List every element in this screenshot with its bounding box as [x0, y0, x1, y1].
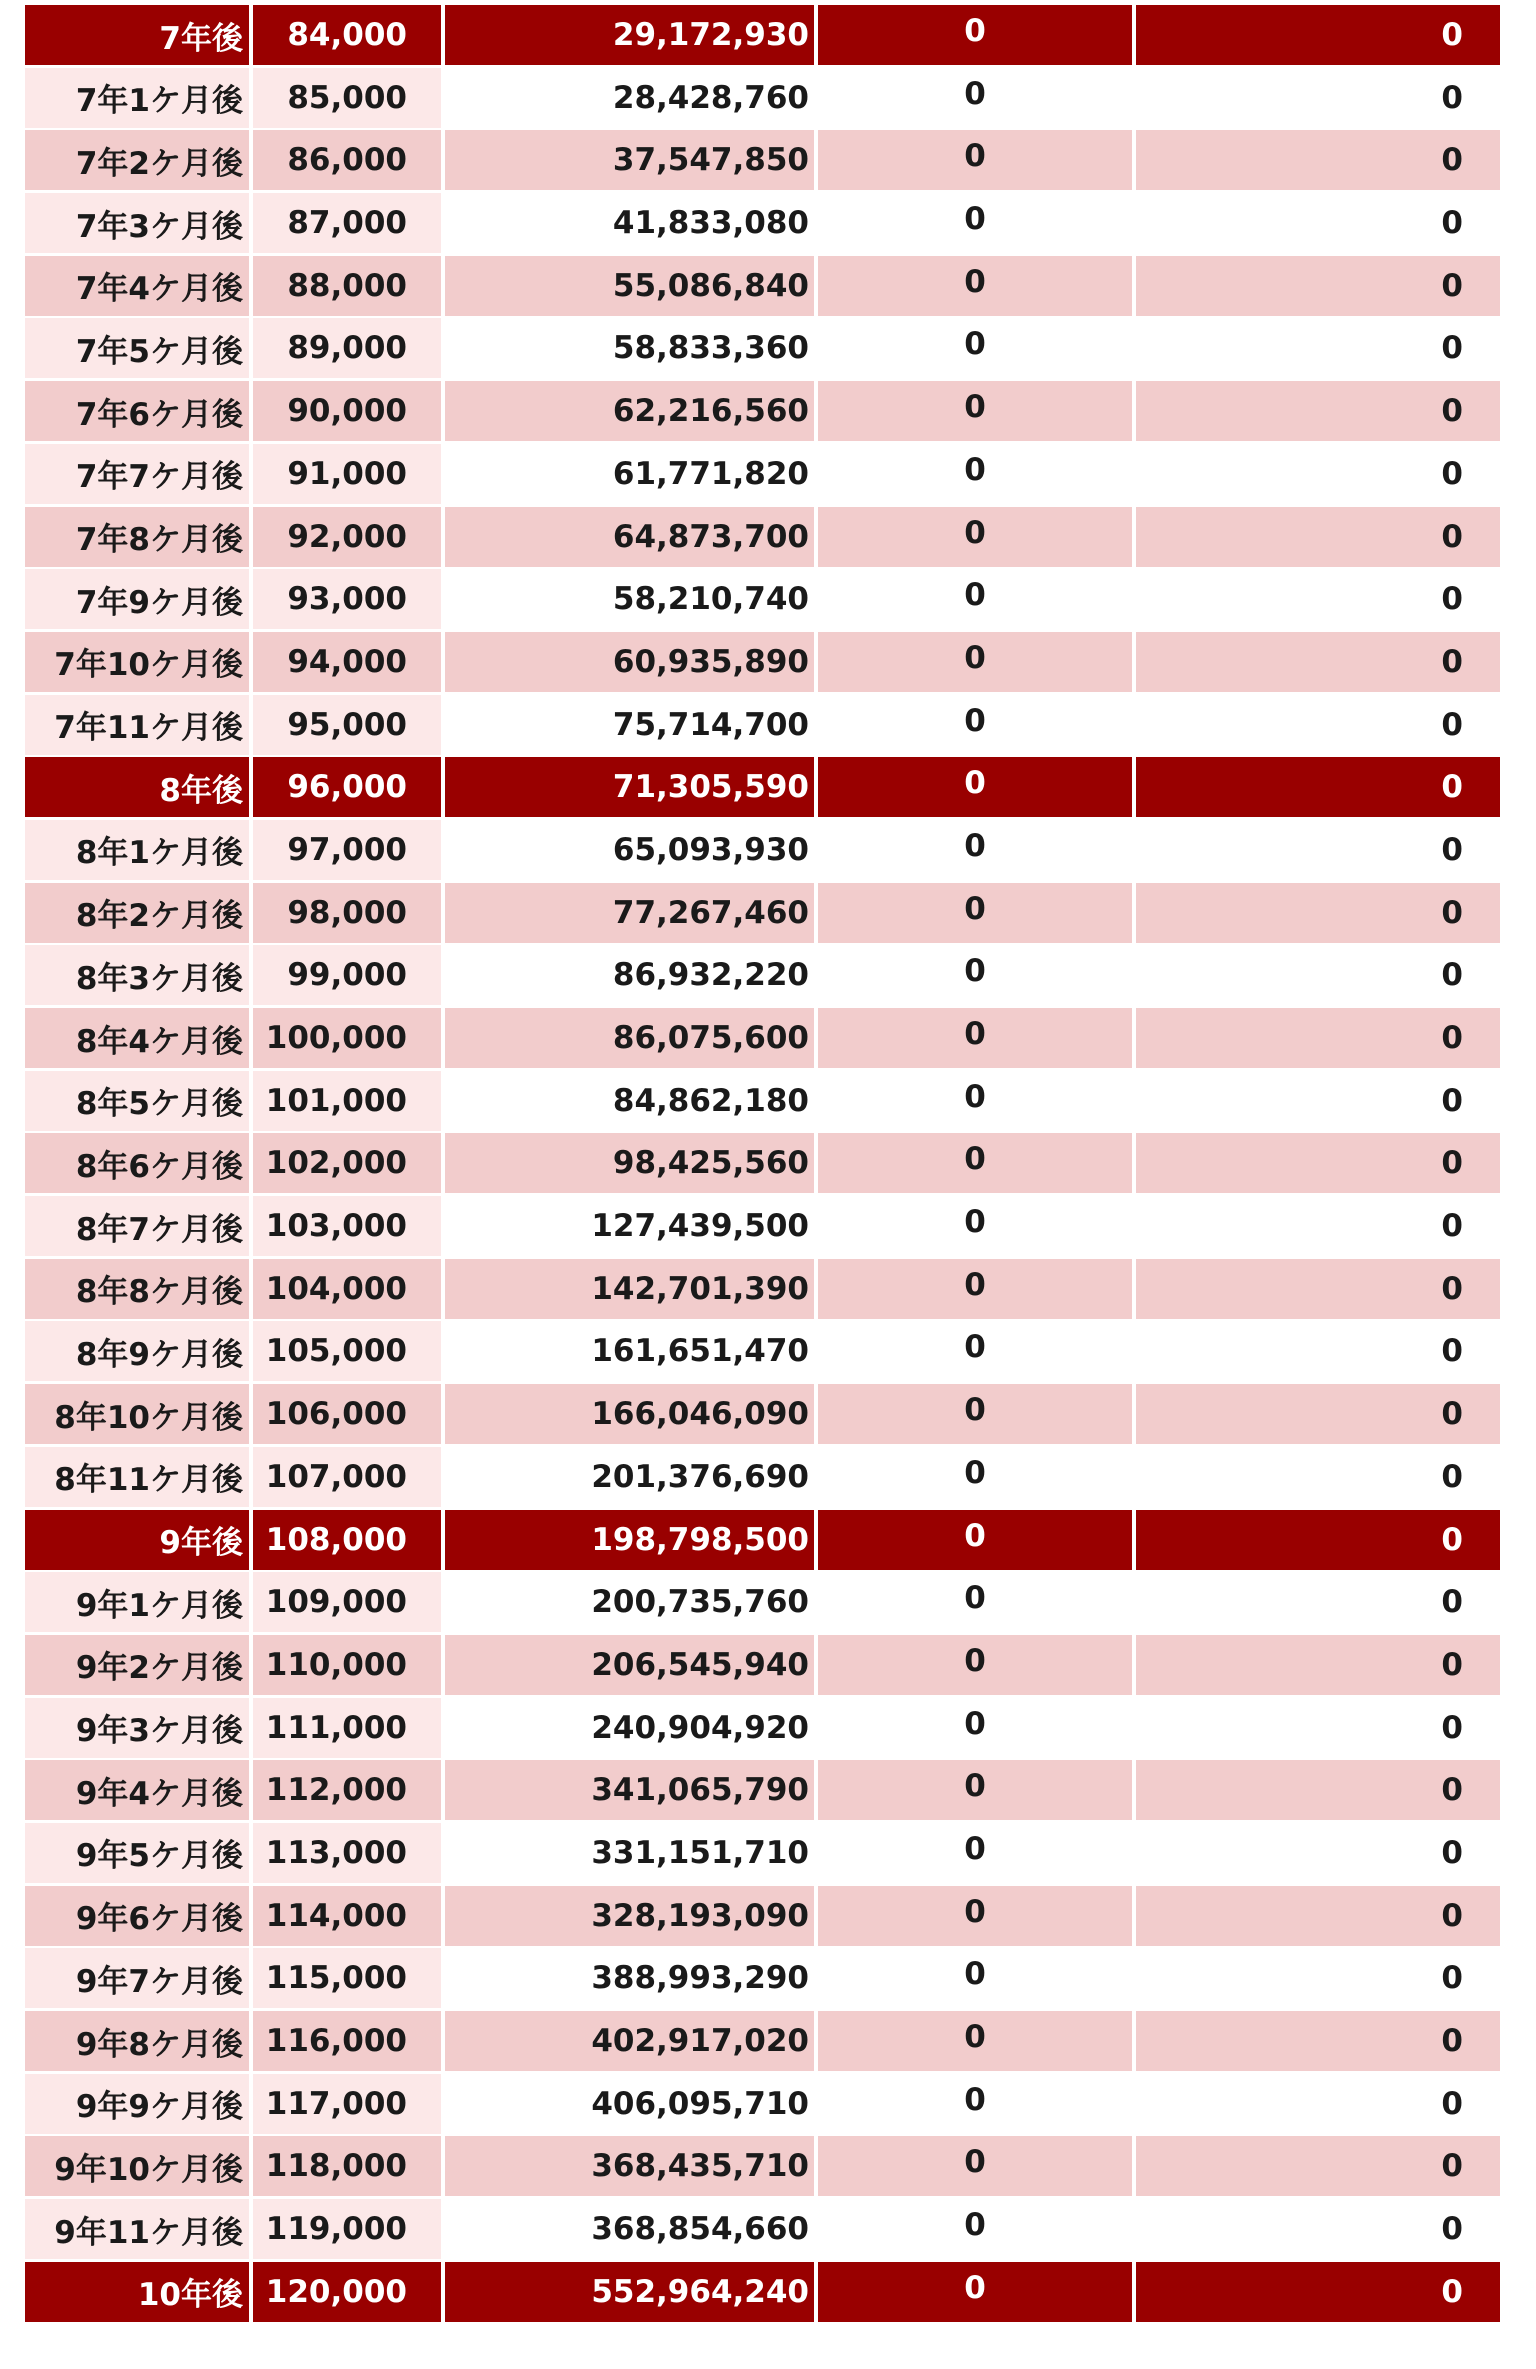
monthly-amount-cell: 103,000	[253, 1196, 441, 1256]
zero-value-cell-b: 0	[1136, 381, 1500, 441]
monthly-amount-cell: 110,000	[253, 1635, 441, 1695]
period-label-cell: 9年4ケ月後	[25, 1760, 249, 1820]
table-row	[25, 1259, 1500, 1322]
monthly-amount-cell: 106,000	[253, 1384, 441, 1444]
period-label-cell: 8年11ケ月後	[25, 1447, 249, 1507]
zero-value-cell-a: 0	[818, 1635, 1132, 1695]
total-value-cell: 58,210,740	[445, 569, 814, 629]
period-label-cell: 7年3ケ月後	[25, 193, 249, 253]
period-label-cell: 7年6ケ月後	[25, 381, 249, 441]
monthly-amount-cell: 99,000	[253, 945, 441, 1005]
zero-value-cell-a: 0	[818, 1008, 1132, 1068]
table-row	[25, 318, 1500, 381]
zero-value-cell-b: 0	[1136, 1008, 1500, 1068]
monthly-amount-cell: 87,000	[253, 193, 441, 253]
monthly-amount-cell: 117,000	[253, 2074, 441, 2134]
zero-value-cell-a: 0	[818, 1384, 1132, 1444]
period-label-cell: 7年9ケ月後	[25, 569, 249, 629]
monthly-amount-cell: 112,000	[253, 1760, 441, 1820]
zero-value-cell-b: 0	[1136, 5, 1500, 65]
table-row	[25, 1635, 1500, 1698]
monthly-amount-cell: 114,000	[253, 1886, 441, 1946]
zero-value-cell-b: 0	[1136, 1384, 1500, 1444]
zero-value-cell-b: 0	[1136, 569, 1500, 629]
monthly-amount-cell: 115,000	[253, 1948, 441, 2008]
monthly-amount-cell: 119,000	[253, 2199, 441, 2259]
total-value-cell: 41,833,080	[445, 193, 814, 253]
total-value-cell: 55,086,840	[445, 256, 814, 316]
period-label-cell: 8年後	[25, 757, 249, 817]
zero-value-cell-a: 0	[818, 569, 1132, 629]
period-label-cell: 9年11ケ月後	[25, 2199, 249, 2259]
zero-value-cell-a: 0	[818, 2262, 1132, 2322]
table-row	[25, 2136, 1500, 2199]
period-label-cell: 8年5ケ月後	[25, 1071, 249, 1131]
zero-value-cell-a: 0	[818, 1510, 1132, 1570]
zero-value-cell-a: 0	[818, 632, 1132, 692]
period-label-cell: 7年10ケ月後	[25, 632, 249, 692]
annual-summary-row	[25, 5, 1500, 68]
zero-value-cell-b: 0	[1136, 1321, 1500, 1381]
zero-value-cell-a: 0	[818, 318, 1132, 378]
zero-value-cell-a: 0	[818, 945, 1132, 1005]
total-value-cell: 62,216,560	[445, 381, 814, 441]
table-row	[25, 569, 1500, 632]
table-row	[25, 1447, 1500, 1510]
total-value-cell: 198,798,500	[445, 1510, 814, 1570]
monthly-amount-cell: 120,000	[253, 2262, 441, 2322]
total-value-cell: 86,932,220	[445, 945, 814, 1005]
zero-value-cell-b: 0	[1136, 256, 1500, 316]
zero-value-cell-a: 0	[818, 507, 1132, 567]
period-label-cell: 8年6ケ月後	[25, 1133, 249, 1193]
period-label-cell: 8年8ケ月後	[25, 1259, 249, 1319]
zero-value-cell-b: 0	[1136, 1572, 1500, 1632]
table-row	[25, 1760, 1500, 1823]
zero-value-cell-b: 0	[1136, 757, 1500, 817]
total-value-cell: 331,151,710	[445, 1823, 814, 1883]
total-value-cell: 341,065,790	[445, 1760, 814, 1820]
zero-value-cell-a: 0	[818, 1321, 1132, 1381]
total-value-cell: 127,439,500	[445, 1196, 814, 1256]
period-label-cell: 9年7ケ月後	[25, 1948, 249, 2008]
period-label-cell: 7年7ケ月後	[25, 444, 249, 504]
total-value-cell: 166,046,090	[445, 1384, 814, 1444]
table-row	[25, 1572, 1500, 1635]
monthly-amount-cell: 84,000	[253, 5, 441, 65]
total-value-cell: 64,873,700	[445, 507, 814, 567]
zero-value-cell-a: 0	[818, 1133, 1132, 1193]
table-row	[25, 1008, 1500, 1071]
total-value-cell: 37,547,850	[445, 130, 814, 190]
zero-value-cell-b: 0	[1136, 1133, 1500, 1193]
period-label-cell: 9年8ケ月後	[25, 2011, 249, 2071]
total-value-cell: 71,305,590	[445, 757, 814, 817]
zero-value-cell-a: 0	[818, 193, 1132, 253]
period-label-cell: 8年4ケ月後	[25, 1008, 249, 1068]
period-label-cell: 8年10ケ月後	[25, 1384, 249, 1444]
period-label-cell: 8年2ケ月後	[25, 883, 249, 943]
total-value-cell: 406,095,710	[445, 2074, 814, 2134]
total-value-cell: 552,964,240	[445, 2262, 814, 2322]
zero-value-cell-b: 0	[1136, 2011, 1500, 2071]
total-value-cell: 98,425,560	[445, 1133, 814, 1193]
total-value-cell: 402,917,020	[445, 2011, 814, 2071]
period-label-cell: 7年8ケ月後	[25, 507, 249, 567]
table-row	[25, 130, 1500, 193]
table-row	[25, 1321, 1500, 1384]
monthly-amount-cell: 105,000	[253, 1321, 441, 1381]
total-value-cell: 29,172,930	[445, 5, 814, 65]
table-row	[25, 632, 1500, 695]
total-value-cell: 86,075,600	[445, 1008, 814, 1068]
zero-value-cell-a: 0	[818, 381, 1132, 441]
zero-value-cell-b: 0	[1136, 193, 1500, 253]
monthly-amount-cell: 85,000	[253, 68, 441, 128]
zero-value-cell-b: 0	[1136, 1196, 1500, 1256]
table-row	[25, 2074, 1500, 2137]
table-row	[25, 1698, 1500, 1761]
monthly-amount-cell: 86,000	[253, 130, 441, 190]
period-label-cell: 7年1ケ月後	[25, 68, 249, 128]
zero-value-cell-a: 0	[818, 1259, 1132, 1319]
total-value-cell: 142,701,390	[445, 1259, 814, 1319]
zero-value-cell-a: 0	[818, 5, 1132, 65]
monthly-amount-cell: 109,000	[253, 1572, 441, 1632]
table-row	[25, 68, 1500, 131]
table-row	[25, 256, 1500, 319]
monthly-amount-cell: 94,000	[253, 632, 441, 692]
monthly-amount-cell: 104,000	[253, 1259, 441, 1319]
zero-value-cell-a: 0	[818, 1698, 1132, 1758]
period-label-cell: 8年1ケ月後	[25, 820, 249, 880]
zero-value-cell-a: 0	[818, 820, 1132, 880]
monthly-amount-cell: 111,000	[253, 1698, 441, 1758]
zero-value-cell-a: 0	[818, 1071, 1132, 1131]
monthly-amount-cell: 93,000	[253, 569, 441, 629]
total-value-cell: 84,862,180	[445, 1071, 814, 1131]
period-label-cell: 9年6ケ月後	[25, 1886, 249, 1946]
zero-value-cell-b: 0	[1136, 1948, 1500, 2008]
total-value-cell: 161,651,470	[445, 1321, 814, 1381]
total-value-cell: 200,735,760	[445, 1572, 814, 1632]
period-label-cell: 7年4ケ月後	[25, 256, 249, 316]
monthly-amount-cell: 102,000	[253, 1133, 441, 1193]
total-value-cell: 77,267,460	[445, 883, 814, 943]
annual-summary-row	[25, 2262, 1500, 2325]
total-value-cell: 58,833,360	[445, 318, 814, 378]
monthly-amount-cell: 91,000	[253, 444, 441, 504]
zero-value-cell-b: 0	[1136, 1823, 1500, 1883]
period-label-cell: 9年2ケ月後	[25, 1635, 249, 1695]
period-label-cell: 10年後	[25, 2262, 249, 2322]
table-row	[25, 507, 1500, 570]
period-label-cell: 7年2ケ月後	[25, 130, 249, 190]
table-row	[25, 1823, 1500, 1886]
annual-summary-row	[25, 1510, 1500, 1573]
table-row	[25, 444, 1500, 507]
monthly-amount-cell: 107,000	[253, 1447, 441, 1507]
zero-value-cell-a: 0	[818, 1823, 1132, 1883]
total-value-cell: 75,714,700	[445, 695, 814, 755]
period-label-cell: 9年1ケ月後	[25, 1572, 249, 1632]
zero-value-cell-a: 0	[818, 695, 1132, 755]
zero-value-cell-a: 0	[818, 68, 1132, 128]
zero-value-cell-a: 0	[818, 1760, 1132, 1820]
zero-value-cell-a: 0	[818, 130, 1132, 190]
zero-value-cell-b: 0	[1136, 632, 1500, 692]
total-value-cell: 65,093,930	[445, 820, 814, 880]
annual-summary-row	[25, 757, 1500, 820]
zero-value-cell-b: 0	[1136, 1071, 1500, 1131]
period-label-cell: 9年5ケ月後	[25, 1823, 249, 1883]
monthly-amount-cell: 97,000	[253, 820, 441, 880]
period-label-cell: 7年11ケ月後	[25, 695, 249, 755]
table-row	[25, 193, 1500, 256]
zero-value-cell-b: 0	[1136, 1635, 1500, 1695]
total-value-cell: 60,935,890	[445, 632, 814, 692]
zero-value-cell-a: 0	[818, 2074, 1132, 2134]
period-label-cell: 9年9ケ月後	[25, 2074, 249, 2134]
zero-value-cell-a: 0	[818, 1572, 1132, 1632]
zero-value-cell-b: 0	[1136, 695, 1500, 755]
table-row	[25, 1384, 1500, 1447]
table-row	[25, 381, 1500, 444]
period-label-cell: 9年後	[25, 1510, 249, 1570]
zero-value-cell-b: 0	[1136, 318, 1500, 378]
zero-value-cell-b: 0	[1136, 883, 1500, 943]
monthly-amount-cell: 90,000	[253, 381, 441, 441]
monthly-amount-cell: 96,000	[253, 757, 441, 817]
zero-value-cell-a: 0	[818, 757, 1132, 817]
total-value-cell: 206,545,940	[445, 1635, 814, 1695]
period-label-cell: 7年5ケ月後	[25, 318, 249, 378]
period-label-cell: 7年後	[25, 5, 249, 65]
table-row	[25, 1071, 1500, 1134]
zero-value-cell-a: 0	[818, 444, 1132, 504]
table-row	[25, 883, 1500, 946]
total-value-cell: 28,428,760	[445, 68, 814, 128]
zero-value-cell-b: 0	[1136, 444, 1500, 504]
zero-value-cell-b: 0	[1136, 820, 1500, 880]
table-row	[25, 1948, 1500, 2011]
zero-value-cell-a: 0	[818, 256, 1132, 316]
total-value-cell: 368,854,660	[445, 2199, 814, 2259]
zero-value-cell-b: 0	[1136, 1760, 1500, 1820]
total-value-cell: 201,376,690	[445, 1447, 814, 1507]
zero-value-cell-b: 0	[1136, 1259, 1500, 1319]
zero-value-cell-b: 0	[1136, 2262, 1500, 2322]
table-row	[25, 1886, 1500, 1949]
total-value-cell: 368,435,710	[445, 2136, 814, 2196]
monthly-amount-cell: 89,000	[253, 318, 441, 378]
total-value-cell: 240,904,920	[445, 1698, 814, 1758]
table-row	[25, 945, 1500, 1008]
zero-value-cell-b: 0	[1136, 1886, 1500, 1946]
investment-projection-table	[25, 5, 1500, 2324]
period-label-cell: 9年10ケ月後	[25, 2136, 249, 2196]
zero-value-cell-a: 0	[818, 883, 1132, 943]
zero-value-cell-b: 0	[1136, 130, 1500, 190]
monthly-amount-cell: 92,000	[253, 507, 441, 567]
zero-value-cell-a: 0	[818, 1196, 1132, 1256]
total-value-cell: 388,993,290	[445, 1948, 814, 2008]
table-row	[25, 1196, 1500, 1259]
zero-value-cell-b: 0	[1136, 507, 1500, 567]
table-row	[25, 820, 1500, 883]
table-row	[25, 2199, 1500, 2262]
table-row	[25, 1133, 1500, 1196]
zero-value-cell-b: 0	[1136, 1510, 1500, 1570]
monthly-amount-cell: 95,000	[253, 695, 441, 755]
monthly-amount-cell: 98,000	[253, 883, 441, 943]
zero-value-cell-b: 0	[1136, 2199, 1500, 2259]
monthly-amount-cell: 100,000	[253, 1008, 441, 1068]
period-label-cell: 8年9ケ月後	[25, 1321, 249, 1381]
period-label-cell: 8年7ケ月後	[25, 1196, 249, 1256]
monthly-amount-cell: 113,000	[253, 1823, 441, 1883]
period-label-cell: 8年3ケ月後	[25, 945, 249, 1005]
zero-value-cell-a: 0	[818, 2011, 1132, 2071]
zero-value-cell-b: 0	[1136, 1698, 1500, 1758]
zero-value-cell-a: 0	[818, 2136, 1132, 2196]
zero-value-cell-b: 0	[1136, 68, 1500, 128]
monthly-amount-cell: 118,000	[253, 2136, 441, 2196]
total-value-cell: 61,771,820	[445, 444, 814, 504]
zero-value-cell-b: 0	[1136, 2074, 1500, 2134]
monthly-amount-cell: 101,000	[253, 1071, 441, 1131]
zero-value-cell-b: 0	[1136, 945, 1500, 1005]
total-value-cell: 328,193,090	[445, 1886, 814, 1946]
monthly-amount-cell: 88,000	[253, 256, 441, 316]
zero-value-cell-a: 0	[818, 1948, 1132, 2008]
table-row	[25, 2011, 1500, 2074]
zero-value-cell-a: 0	[818, 1886, 1132, 1946]
monthly-amount-cell: 108,000	[253, 1510, 441, 1570]
zero-value-cell-b: 0	[1136, 1447, 1500, 1507]
monthly-amount-cell: 116,000	[253, 2011, 441, 2071]
zero-value-cell-a: 0	[818, 2199, 1132, 2259]
table-row	[25, 695, 1500, 758]
zero-value-cell-b: 0	[1136, 2136, 1500, 2196]
period-label-cell: 9年3ケ月後	[25, 1698, 249, 1758]
zero-value-cell-a: 0	[818, 1447, 1132, 1507]
